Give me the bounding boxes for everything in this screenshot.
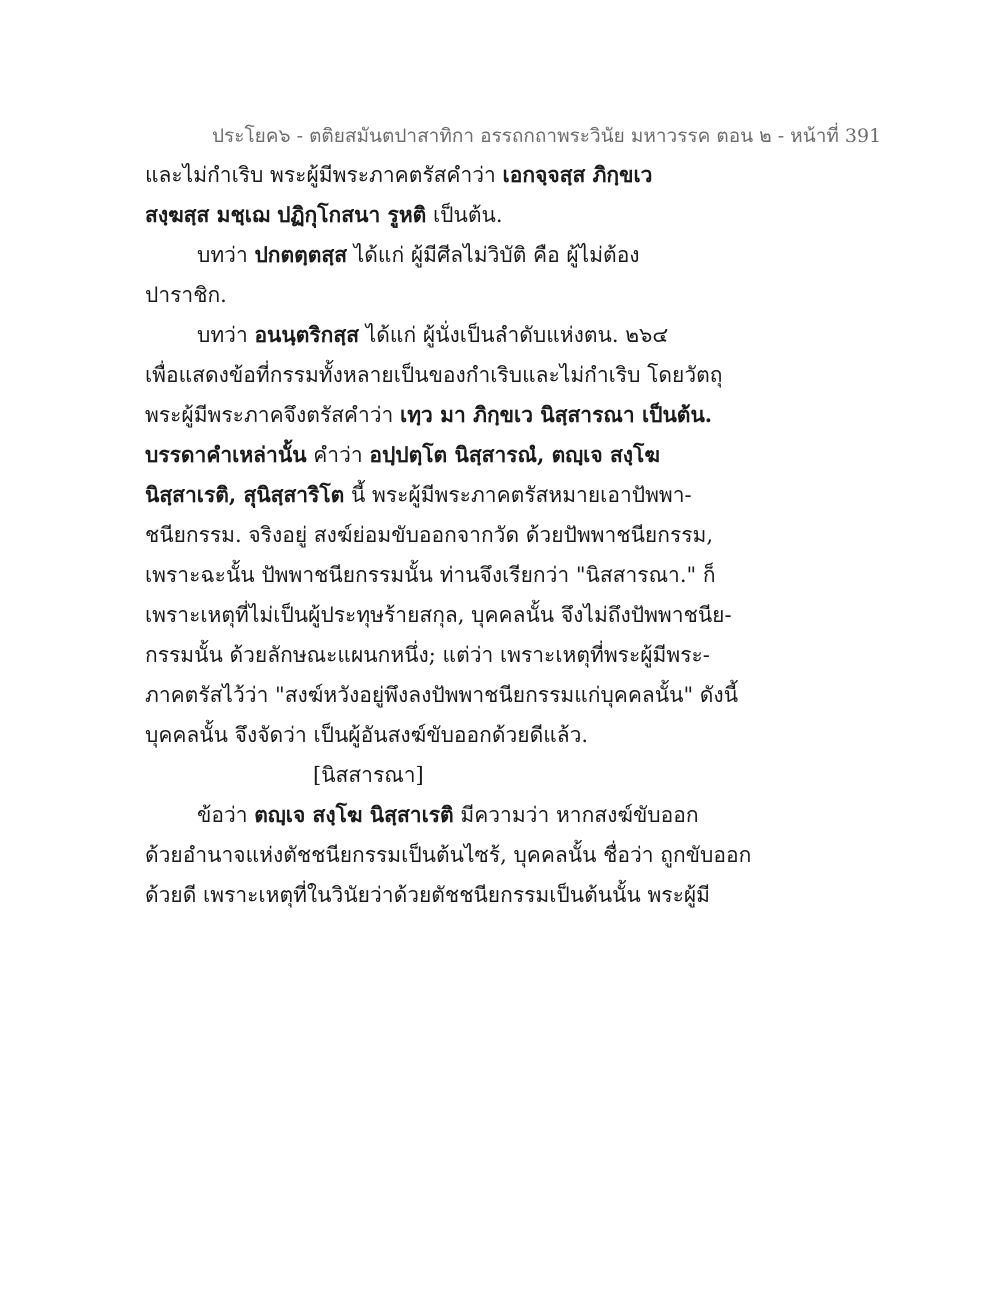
text-run: บุคคลนั้น จึงจัดว่า เป็นผู้อันสงฆ์ขับออกด้วยดีแล้ว. xyxy=(145,723,589,747)
text-run: นี้ พระผู้มีพระภาคตรัสหมายเอาปัพพา- xyxy=(344,483,692,507)
text-run: เพื่อแสดงข้อที่กรรมทั้งหลายเป็นของกำเริบและไม่กำเริบ โดยวัตถุ xyxy=(145,363,723,387)
text-line xyxy=(145,195,705,235)
text-run: กรรมนั้น ด้วยลักษณะแผนกหนึ่ง; แต่ว่า เพราะเหตุที่พระผู้มีพระ- xyxy=(145,643,710,667)
text-run: ข้อว่า xyxy=(197,803,255,827)
text-line xyxy=(145,875,711,915)
text-run: ด้วยอำนาจแห่งตัชชนียกรรมเป็นต้นไซร้, บุคคลนั้น ชื่อว่า ถูกขับออก xyxy=(145,843,752,867)
text-line xyxy=(145,355,723,395)
pali-term: นิสฺสาเรติ, สุนิสฺสาริโต xyxy=(145,482,345,507)
pali-term: สงฺฆสฺส มชฺเฌ ปฏิกุโกสนา รูหติ xyxy=(145,202,427,227)
text-run: เป็นต้น. xyxy=(426,203,503,227)
text-line xyxy=(145,595,732,635)
text-run: มีความว่า หากสงฆ์ขับออก xyxy=(453,803,699,827)
text-run: ปาราชิก. xyxy=(145,283,227,307)
text-line xyxy=(145,315,705,355)
pali-term: ปกตตฺตสฺส xyxy=(254,242,348,267)
text-run: ด้วยดี เพราะเหตุที่ในวินัยว่าด้วยตัชชนียกรรมเป็นต้นนั้น พระผู้มี xyxy=(145,883,711,907)
text-run: พระผู้มีพระภาคจึงตรัสคำว่า xyxy=(145,403,401,427)
text-run: เพราะฉะนั้น ปัพพาชนียกรรมนั้น ท่านจึงเรียกว่า "นิสสารณา." ก็ xyxy=(145,563,716,587)
pali-term: เอกจฺจสฺส ภิกฺขเว xyxy=(502,162,653,187)
text-line xyxy=(145,515,714,555)
text-line xyxy=(145,795,705,835)
section-heading xyxy=(145,755,705,795)
text-line xyxy=(145,155,705,195)
text-run: เพราะเหตุที่ไม่เป็นผู้ประทุษร้ายสกุล, บุคคลนั้น จึงไม่ถึงปัพพาชนีย- xyxy=(145,603,732,627)
text-line xyxy=(145,235,705,275)
text-run: และไม่กำเริบ พระผู้มีพระภาคตรัสคำว่า xyxy=(145,163,503,187)
pali-term: ตญฺเจ สงฺโฆ นิสฺสาเรติ xyxy=(254,802,454,827)
text-line xyxy=(145,675,739,715)
text-run: คำว่า xyxy=(306,443,370,467)
text-line xyxy=(145,835,752,875)
text-run: ภาคตรัสไว้ว่า "สงฆ์หวังอยู่พึงลงปัพพาชนียกรรมแก่บุคคลนั้น" ดังนี้ xyxy=(145,683,739,707)
document-body xyxy=(145,155,752,915)
text-run: ชนียกรรม. จริงอยู่ สงฆ์ย่อมขับออกจากวัด ด้วยปัพพาชนียกรรม, xyxy=(145,523,714,547)
text-run: บทว่า xyxy=(197,323,255,347)
text-line xyxy=(145,275,705,315)
text-line xyxy=(145,475,705,515)
text-run: บทว่า xyxy=(197,243,255,267)
text-run: ได้แก่ ผู้นั่งเป็นลำดับแห่งตน. ๒๖๔ xyxy=(359,323,669,347)
text-line xyxy=(145,715,705,755)
page-header: ประโยค๖ - ตติยสมันตปาสาทิกา อรรถกถาพระวินัย มหาวรรค ตอน ๒ - หน้าที่ 391 xyxy=(212,125,882,147)
pali-term: เทฺว มา ภิกฺขเว นิสฺสารณา เป็นต้น. xyxy=(400,402,713,427)
pali-term: บรรดาคำเหล่านั้น xyxy=(145,442,307,467)
text-run: ได้แก่ ผู้มีศีลไม่วิบัติ คือ ผู้ไม่ต้อง xyxy=(347,243,640,267)
pali-term: อปฺปตฺโต นิสฺสารณํ, ตญฺเจ สงฺโฆ xyxy=(369,442,660,467)
pali-term: อนนฺตริกสฺส xyxy=(254,322,360,347)
text-line xyxy=(145,635,710,675)
text-run: [นิสสารณา] xyxy=(313,763,424,787)
text-line xyxy=(145,555,716,595)
text-line xyxy=(145,395,713,435)
text-line xyxy=(145,435,705,475)
